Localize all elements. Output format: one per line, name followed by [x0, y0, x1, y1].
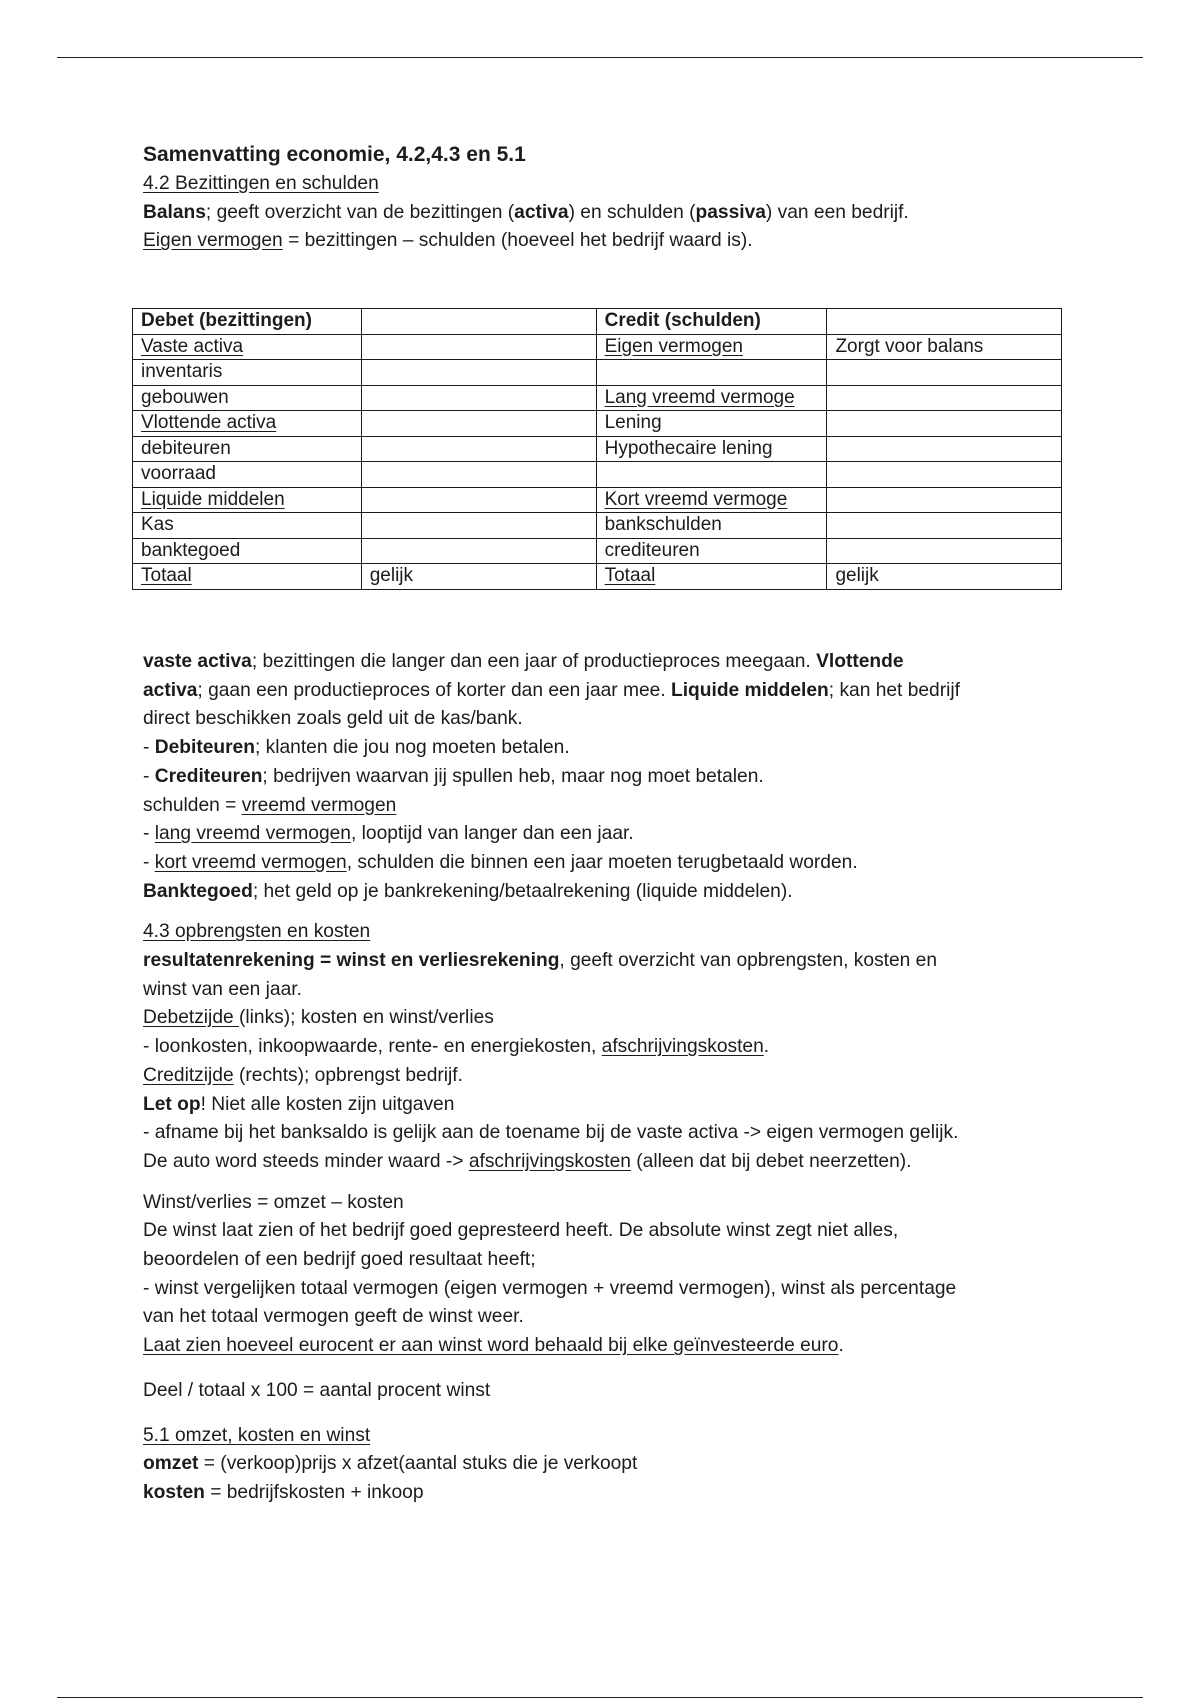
table-row — [133, 334, 1062, 360]
table-header-cell: Credit (schulden) — [596, 309, 827, 335]
table-cell — [827, 360, 1062, 386]
table-cell — [827, 411, 1062, 437]
table-cell — [361, 487, 596, 513]
table-cell — [596, 360, 827, 386]
section-heading-4-2: 4.2 Bezittingen en schulden — [143, 173, 379, 194]
table-row — [133, 513, 1062, 539]
section-heading-5-1-line — [143, 1422, 1073, 1451]
table-cell: Zorgt voor balans — [827, 334, 1062, 360]
table-cell: gelijk — [827, 564, 1062, 590]
table-cell: Lang vreemd vermoge — [596, 385, 827, 411]
document-body — [143, 648, 1073, 1508]
table-cell — [361, 411, 596, 437]
resultatenrekening-definition: resultatenrekening = winst en verliesrekening, geeft overzicht van opbrengsten, kosten en — [143, 950, 938, 972]
omzet-formula: omzet = (verkoop)prijs x afzet(aantal stuks die je verkoopt — [143, 1453, 638, 1475]
table-row — [133, 360, 1062, 386]
table-cell — [827, 538, 1062, 564]
table-cell — [361, 513, 596, 539]
table-row — [133, 487, 1062, 513]
document-intro — [143, 140, 1073, 256]
table-row — [133, 564, 1062, 590]
table-cell — [361, 334, 596, 360]
auto-note: De auto word steeds minder waard -> afschrijvingskosten (alleen dat bij debet neerzetten). — [143, 1150, 912, 1172]
winst-text-line: beoordelen of een bedrijf goed resultaat heeft; — [143, 1249, 536, 1271]
creditzijde-definition: Creditzijde (rechts); opbrengst bedrijf. — [143, 1064, 463, 1086]
table-cell — [827, 513, 1062, 539]
section-heading-4-3: 4.3 opbrengsten en kosten — [143, 921, 371, 943]
table-cell: gebouwen — [133, 385, 362, 411]
table-cell: Vaste activa — [133, 334, 362, 360]
table-cell: Vlottende activa — [133, 411, 362, 437]
table-cell: inventaris — [133, 360, 362, 386]
table-cell — [827, 436, 1062, 462]
section-heading-4-3-line — [143, 918, 1073, 947]
table-row — [133, 411, 1062, 437]
document-title: Samenvatting economie, 4.2,4.3 en 5.1 — [143, 143, 526, 166]
kort-vreemd-vermogen: - kort vreemd vermogen, schulden die binnen een jaar moeten terugbetaald worden. — [143, 851, 858, 873]
table-cell: voorraad — [133, 462, 362, 488]
table-row — [133, 385, 1062, 411]
winst-eurocent-note: Laat zien hoeveel eurocent er aan winst word behaald bij elke geïnvesteerde euro. — [143, 1335, 844, 1357]
table-cell — [361, 385, 596, 411]
kosten-formula: kosten = bedrijfskosten + inkoop — [143, 1481, 424, 1503]
table-cell — [361, 360, 596, 386]
table-cell: banktegoed — [133, 538, 362, 564]
eigen-vermogen-definition: Eigen vermogen = bezittingen – schulden (hoeveel het bedrijf waard is). — [143, 230, 753, 252]
vaste-activa-explanation: vaste activa; bezittingen die langer dan een jaar of productieproces meegaan. Vlottende — [143, 651, 904, 672]
table-header-cell: Debet (bezittingen) — [133, 309, 362, 335]
table-cell: Eigen vermogen — [596, 334, 827, 360]
table-cell: Lening — [596, 411, 827, 437]
balans-table — [132, 308, 1062, 590]
table-cell — [827, 487, 1062, 513]
table-cell: Liquide middelen — [133, 487, 362, 513]
table-header-row — [133, 309, 1062, 335]
lang-vreemd-vermogen: - lang vreemd vermogen, looptijd van langer dan een jaar. — [143, 823, 634, 845]
winst-text-line: De winst laat zien of het bedrijf goed gepresteerd heeft. De absolute winst zegt niet alles, — [143, 1220, 899, 1242]
top-rule — [57, 57, 1143, 58]
table-header-cell — [361, 309, 596, 335]
table-cell — [361, 436, 596, 462]
resultatenrekening-continued: winst van een jaar. — [143, 978, 302, 1000]
table-cell — [827, 385, 1062, 411]
table-cell: Kort vreemd vermoge — [596, 487, 827, 513]
table-cell: debiteuren — [133, 436, 362, 462]
winst-text-line: - winst vergelijken totaal vermogen (eigen vermogen + vreemd vermogen), winst als percentage — [143, 1277, 957, 1299]
table-row — [133, 538, 1062, 564]
liquide-middelen-explanation: direct beschikken zoals geld uit de kas/bank. — [143, 708, 523, 730]
schulden-definition: schulden = vreemd vermogen — [143, 794, 397, 816]
table-row — [133, 462, 1062, 488]
table-row — [133, 436, 1062, 462]
winst-text-line: van het totaal vermogen geeft de winst weer. — [143, 1306, 524, 1328]
table-cell: Totaal — [596, 564, 827, 590]
crediteuren-explanation: - Crediteuren; bedrijven waarvan jij spullen heb, maar nog moet betalen. — [143, 765, 764, 787]
balans-definition: Balans; geeft overzicht van de bezittingen (activa) en schulden (passiva) van een bedrijf. — [143, 201, 909, 223]
section-heading-5-1: 5.1 omzet, kosten en winst — [143, 1424, 371, 1446]
afname-note: - afname bij het banksaldo is gelijk aan de toename bij de vaste activa -> eigen vermogen gelijk. — [143, 1122, 959, 1144]
table-cell: Totaal — [133, 564, 362, 590]
table-cell — [827, 462, 1062, 488]
debetzijde-definition: Debetzijde (links); kosten en winst/verlies — [143, 1007, 494, 1029]
table-cell — [361, 462, 596, 488]
kosten-list: - loonkosten, inkoopwaarde, rente- en energiekosten, afschrijvingskosten. — [143, 1036, 770, 1058]
table-cell: gelijk — [361, 564, 596, 590]
winst-verlies-formula: Winst/verlies = omzet – kosten — [143, 1191, 404, 1213]
procent-winst-formula: Deel / totaal x 100 = aantal procent winst — [143, 1379, 491, 1401]
table-cell: Hypothecaire lening — [596, 436, 827, 462]
table-cell: bankschulden — [596, 513, 827, 539]
let-op-note: Let op! Niet alle kosten zijn uitgaven — [143, 1093, 455, 1115]
table-header-cell — [827, 309, 1062, 335]
banktegoed-definition: Banktegoed; het geld op je bankrekening/betaalrekening (liquide middelen). — [143, 880, 793, 902]
table-cell — [596, 462, 827, 488]
table-cell: Kas — [133, 513, 362, 539]
table-cell — [361, 538, 596, 564]
debiteuren-explanation: - Debiteuren; klanten die jou nog moeten betalen. — [143, 737, 570, 759]
vlottende-activa-explanation: activa; gaan een productieproces of korter dan een jaar mee. Liquide middelen; kan het bedrijf — [143, 679, 960, 701]
bottom-rule — [57, 1697, 1143, 1698]
table-cell: crediteuren — [596, 538, 827, 564]
